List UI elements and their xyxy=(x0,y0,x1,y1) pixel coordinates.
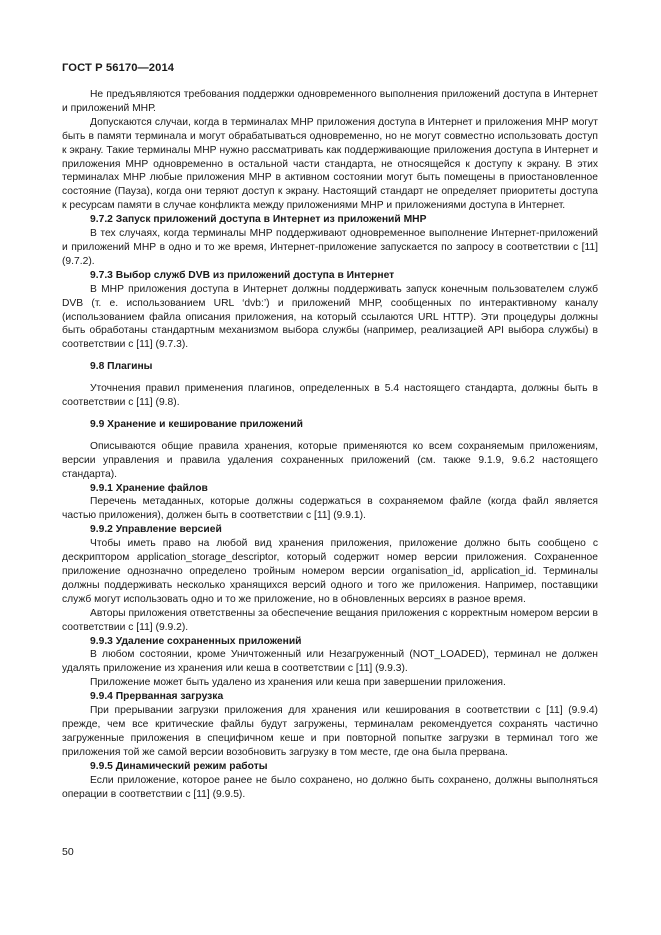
paragraph: Допускаются случаи, когда в терминалах МНР приложения доступа в Интернет и приложения МНР могут быть в памяти терминала и могут обрабатываться одновременно, но не могут совместно использовать доступ к экрану. Такие терминалы МНР нужно рассматривать как поддерживающие приложения доступа в Интернет и приложения МНР одновременно в остальной части стандарта, не относящейся к доступу к экрану. В этих терминалах МНР любые приложения МНР в активном состоянии могут быть помещены в приостановленное состояние (Пауза), когда они теряют доступ к экрану. Настоящий стандарт не определяет приоритеты доступа к ресурсам памяти в случае конфликта между приложениями МНР и приложениями доступа в Интернет. xyxy=(62,116,598,212)
paragraph: В МНР приложения доступа в Интернет должны поддерживать запуск конечным пользователем служб DVB (т. е. использованием URL ‘dvb:’) и приложений МНР, сообщенных по интерактивному каналу (использованием файла описания приложения, на который ссылаются URL HTTP). Эти процедуры должны быть обработаны стандартным механизмом выбора службы (например, реализацией API выбора службы) в соответствии с [11] (9.7.3). xyxy=(62,283,598,351)
section-heading: 9.7.3 Выбор служб DVB из приложений доступа в Интернет xyxy=(90,269,395,281)
paragraph: Если приложение, которое ранее не было сохранено, но должно быть сохранено, должны выполняться операции в соответствии с [11] (9.9.5). xyxy=(62,774,598,800)
paragraph: Чтобы иметь право на любой вид хранения приложения, приложение должно быть сообщено с дескриптором application_storage_descriptor, который содержит номер версии приложения. Сохраненное приложение однозначно определено тройным номером версии organisation_id, application_id. Терминалы должны поддерживать несколько хранящихся версий одного и того же приложения. Например, поставщики служб могут использовать одно и то же приложение, но в обновленных версиях в разное время. xyxy=(62,538,598,605)
paragraph: Перечень метаданных, которые должны содержаться в сохраняемом файле (когда файл является частью приложения), должен быть в соответствии с [11] (9.9.1). xyxy=(62,496,598,522)
paragraph: Уточнения правил применения плагинов, определенных в 5.4 настоящего стандарта, должны быть в соответствии с [11] (9.8). xyxy=(62,383,598,409)
section-heading: 9.9 Хранение и кеширование приложений xyxy=(90,418,303,430)
paragraph: В любом состоянии, кроме Уничтоженный или Незагруженный (NOT_LOADED), терминал не должен удалять приложение из хранения или кеша в соответствии с [11] (9.9.3). xyxy=(62,649,598,675)
section-heading: 9.8 Плагины xyxy=(90,361,153,373)
paragraph: Авторы приложения ответственны за обеспечение вещания приложения с корректным номером версии в соответствии с [11] (9.9.2). xyxy=(62,607,598,633)
section-heading: 9.9.1 Хранение файлов xyxy=(90,482,208,494)
paragraph: Не предъявляются требования поддержки одновременного выполнения приложений доступа в Интернет и приложений МНР. xyxy=(62,89,598,114)
paragraph: Описываются общие правила хранения, которые применяются ко всем сохраняемым приложениям, версии управления и правила удаления сохраненных приложений (см. также 9.1.9, 9.6.2 настоящего стандарта). xyxy=(62,440,598,480)
document-body xyxy=(62,88,598,801)
section-heading: 9.9.2 Управление версией xyxy=(90,524,222,536)
paragraph: В тех случаях, когда терминалы МНР поддерживают одновременное выполнение Интернет-приложений и приложений МНР в одно и то же время, Интернет-приложение запускается по запросу в соответствии с [11] (9.7.2). xyxy=(62,228,598,267)
paragraph: При прерывании загрузки приложения для хранения или кеширования в соответствии с [11] (9.9.4) прежде, чем все критические файлы будут загружены, терминалам рекомендуется сохранять частично загруженные приложения в специфичном кеше и при повторной попытке загрузки в терминал того же приложения той же самой версии возобновить загрузку в том месте, где она была прервана. xyxy=(62,705,598,758)
page-number: 50 xyxy=(62,846,74,858)
section-heading: 9.7.2 Запуск приложений доступа в Интернет из приложений МНР xyxy=(90,214,427,226)
section-heading: 9.9.4 Прерванная загрузка xyxy=(90,691,224,703)
standard-header: ГОСТ Р 56170—2014 xyxy=(62,62,175,74)
section-heading: 9.9.3 Удаление сохраненных приложений xyxy=(90,635,302,647)
section-heading: 9.9.5 Динамический режим работы xyxy=(90,760,268,772)
paragraph: Приложение может быть удалено из хранения или кеша при завершении приложения. xyxy=(90,677,506,689)
